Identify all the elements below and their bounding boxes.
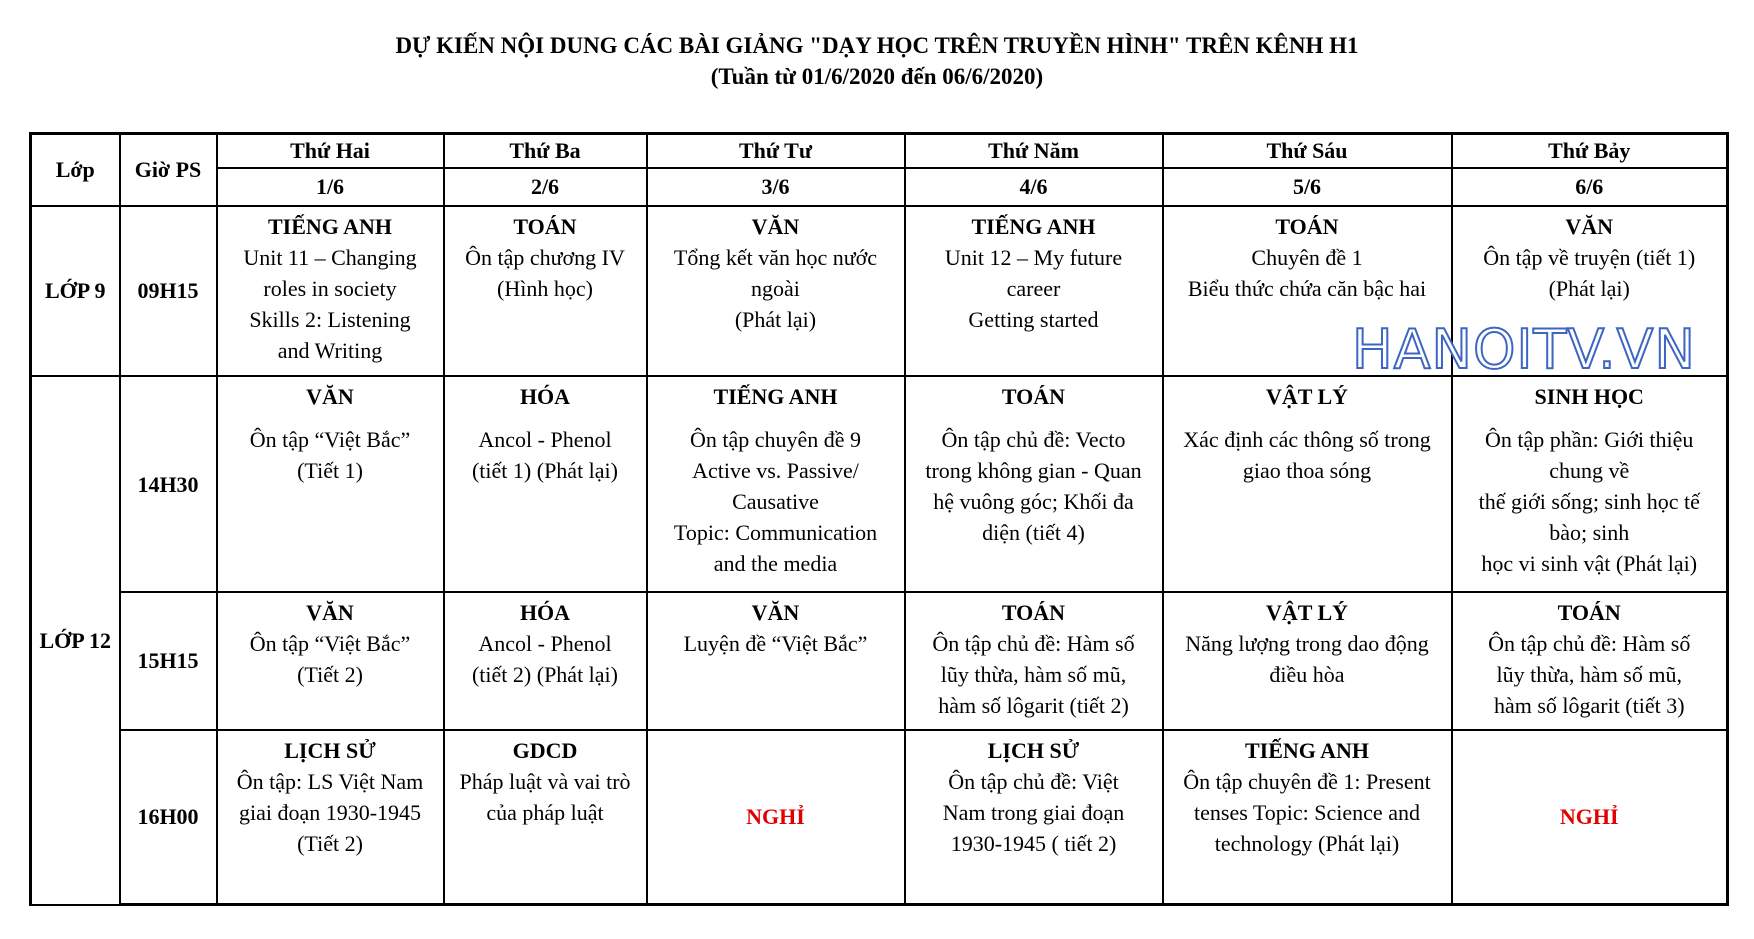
lesson-line: Ôn tập về truyện (tiết 1) (1483, 244, 1696, 270)
lesson-line: Pháp luật và vai trò (459, 768, 631, 794)
table-row (31, 376, 1728, 592)
lesson-line: Ôn tập chủ đề: Việt (948, 768, 1119, 794)
subject-label: LỊCH SỬ (987, 737, 1080, 763)
lesson-cell (905, 592, 1163, 730)
lesson-cell (1163, 730, 1452, 905)
day-name: Thứ Sáu (1163, 134, 1452, 169)
time-cell: 16H00 (120, 730, 217, 905)
day-name: Thứ Năm (905, 134, 1163, 169)
day-off-label: NGHỈ (746, 804, 805, 830)
lesson-line: bào; sinh (1549, 520, 1630, 545)
lesson-line: Ôn tập: LS Việt Nam (236, 768, 424, 794)
lesson-line: Năng lượng trong dao động (1185, 631, 1429, 657)
header-row-days (31, 134, 1728, 169)
lesson-line: Ôn tập chuyên đề 9 (689, 427, 862, 452)
lesson-line: Active vs. Passive/ (692, 458, 859, 483)
watermark-logo: HANOITV.VN (1352, 318, 1696, 381)
subject-label: TIẾNG ANH (713, 384, 838, 409)
lesson-cell (905, 730, 1163, 905)
subject-label: TOÁN (1275, 213, 1339, 239)
lesson-line: thế giới sống; sinh học tế (1478, 489, 1700, 514)
subject-label: TOÁN (1001, 600, 1066, 626)
subject-label: TIẾNG ANH (971, 213, 1096, 239)
lesson-line: giao thoa sóng (1242, 458, 1372, 483)
subject-label: TOÁN (1557, 600, 1621, 626)
lesson-cell (1163, 376, 1452, 592)
lesson-cell (647, 376, 905, 592)
subject-label: VĂN (751, 600, 800, 626)
subject-label: TIẾNG ANH (1244, 737, 1370, 763)
lesson-line: Chuyên đề 1 (1251, 244, 1363, 270)
lesson-line: tenses Topic: Science and (1194, 799, 1420, 825)
lesson-line: Causative (732, 489, 819, 514)
lesson-cell (905, 206, 1163, 377)
day-date: 3/6 (647, 168, 905, 205)
lesson-cell (1452, 730, 1728, 905)
lesson-line: chung về (1549, 458, 1630, 483)
lesson-cell (444, 376, 647, 592)
lesson-cell (444, 730, 647, 905)
title-line-2: (Tuần từ 01/6/2020 đến 06/6/2020) (710, 64, 1044, 89)
class-header: Lớp (31, 134, 120, 206)
lesson-cell (217, 376, 444, 592)
title-line-1: DỰ KIẾN NỘI DUNG CÁC BÀI GIẢNG "DẠY HỌC TRÊN TRUYỀN HÌNH" TRÊN KÊNH H1 (395, 33, 1359, 58)
lesson-line: trong không gian - Quan (925, 458, 1142, 483)
subject-label: VĂN (306, 384, 354, 409)
subject-label: VẬT LÝ (1265, 600, 1349, 626)
page-title (0, 30, 1754, 92)
lesson-line: Skills 2: Listening (249, 306, 411, 332)
lesson-cell (444, 206, 647, 377)
day-date: 1/6 (217, 168, 444, 205)
lesson-line: (Tiết 2) (297, 662, 363, 688)
lesson-line: Ôn tập “Việt Bắc” (249, 427, 411, 452)
header-row-dates (31, 168, 1728, 205)
table-row (31, 730, 1728, 905)
lesson-line: technology (Phát lại) (1214, 830, 1400, 856)
lesson-line: Tổng kết văn học nước (673, 244, 878, 270)
subject-label: TOÁN (1001, 384, 1066, 409)
time-header: Giờ PS (120, 134, 217, 206)
day-name: Thứ Ba (444, 134, 647, 169)
lesson-cell (444, 592, 647, 730)
lesson-line: Luyện đề “Việt Bắc” (683, 631, 868, 657)
subject-label: GDCD (512, 737, 578, 763)
time-cell: 15H15 (120, 592, 217, 730)
lesson-line: Ôn tập chương IV (465, 244, 625, 270)
lesson-line: roles in society (263, 275, 397, 301)
time-cell: 09H15 (120, 206, 217, 377)
lesson-line: hàm số lôgarit (tiết 2) (938, 693, 1129, 719)
lesson-line: giai đoạn 1930-1945 (238, 799, 422, 825)
lesson-line: and the media (713, 551, 838, 576)
lesson-line: ngoài (751, 275, 800, 301)
lesson-line: career (1006, 275, 1061, 301)
day-name: Thứ Bảy (1452, 134, 1728, 169)
lesson-line: học vi sinh vật (Phát lại) (1481, 551, 1698, 576)
lesson-line: Ôn tập phần: Giới thiệu (1485, 427, 1694, 452)
subject-label: SINH HỌC (1534, 384, 1644, 409)
lesson-line: Topic: Communication (673, 520, 878, 545)
day-name: Thứ Tư (647, 134, 905, 169)
lesson-line: (Tiết 1) (297, 458, 363, 483)
lesson-line: điều hòa (1269, 662, 1345, 688)
subject-label: TOÁN (513, 213, 577, 239)
lesson-line: Ôn tập “Việt Bắc” (249, 631, 411, 657)
subject-label: HÓA (519, 384, 571, 409)
lesson-cell (1452, 376, 1728, 592)
subject-label: HÓA (519, 600, 571, 626)
lesson-cell (647, 206, 905, 377)
day-date: 5/6 (1163, 168, 1452, 205)
lesson-line: của pháp luật (486, 799, 604, 825)
lesson-line: (Hình học) (497, 275, 593, 301)
lesson-line: Ôn tập chủ đề: Hàm số (1488, 631, 1691, 657)
lesson-line: Ôn tập chủ đề: Vecto (941, 427, 1126, 452)
day-date: 2/6 (444, 168, 647, 205)
lesson-line: (Phát lại) (1548, 275, 1630, 301)
lesson-line: lũy thừa, hàm số mũ, (1496, 662, 1682, 688)
lesson-cell (647, 592, 905, 730)
lesson-line: Unit 12 – My future (944, 244, 1123, 270)
lesson-cell (647, 730, 905, 905)
class-cell: LỚP 9 (31, 206, 120, 377)
lesson-cell (1452, 592, 1728, 730)
table-row (31, 592, 1728, 730)
lesson-line: (tiết 1) (Phát lại) (471, 458, 618, 483)
lesson-line: Nam trong giai đoạn (942, 799, 1125, 825)
class-cell: LỚP 12 (31, 376, 120, 905)
schedule-table (29, 132, 1729, 906)
lesson-line: Ôn tập chuyên đề 1: Present (1183, 768, 1431, 794)
lesson-line: and Writing (277, 337, 383, 363)
lesson-line: Ôn tập chủ đề: Hàm số (932, 631, 1135, 657)
day-off-label: NGHỈ (1559, 804, 1619, 830)
day-date: 6/6 (1452, 168, 1728, 205)
day-name: Thứ Hai (217, 134, 444, 169)
lesson-cell (217, 206, 444, 377)
lesson-line: lũy thừa, hàm số mũ, (940, 662, 1127, 688)
subject-label: VĂN (1565, 213, 1614, 239)
lesson-line: Ancol - Phenol (478, 427, 612, 452)
lesson-line: diện (tiết 4) (982, 520, 1085, 545)
lesson-line: Ancol - Phenol (478, 631, 612, 657)
time-cell: 14H30 (120, 376, 217, 592)
subject-label: VĂN (306, 600, 354, 626)
lesson-line: Biểu thức chứa căn bậc hai (1187, 275, 1427, 301)
subject-label: TIẾNG ANH (267, 213, 393, 239)
subject-label: VĂN (751, 213, 800, 239)
subject-label: VẬT LÝ (1265, 384, 1349, 409)
lesson-line: (Tiết 2) (297, 830, 363, 856)
lesson-cell (217, 592, 444, 730)
lesson-cell (217, 730, 444, 905)
day-date: 4/6 (905, 168, 1163, 205)
lesson-line: 1930-1945 ( tiết 2) (950, 830, 1117, 856)
subject-label: LỊCH SỬ (284, 737, 376, 763)
lesson-line: (tiết 2) (Phát lại) (471, 662, 618, 688)
lesson-line: Unit 11 – Changing (243, 244, 417, 270)
lesson-line: Xác định các thông số trong (1183, 427, 1431, 452)
lesson-line: (Phát lại) (734, 306, 817, 332)
lesson-cell (1163, 592, 1452, 730)
lesson-cell (905, 376, 1163, 592)
lesson-line: Getting started (968, 306, 1099, 332)
lesson-line: hàm số lôgarit (tiết 3) (1493, 693, 1685, 719)
lesson-line: hệ vuông góc; Khối đa (933, 489, 1134, 514)
